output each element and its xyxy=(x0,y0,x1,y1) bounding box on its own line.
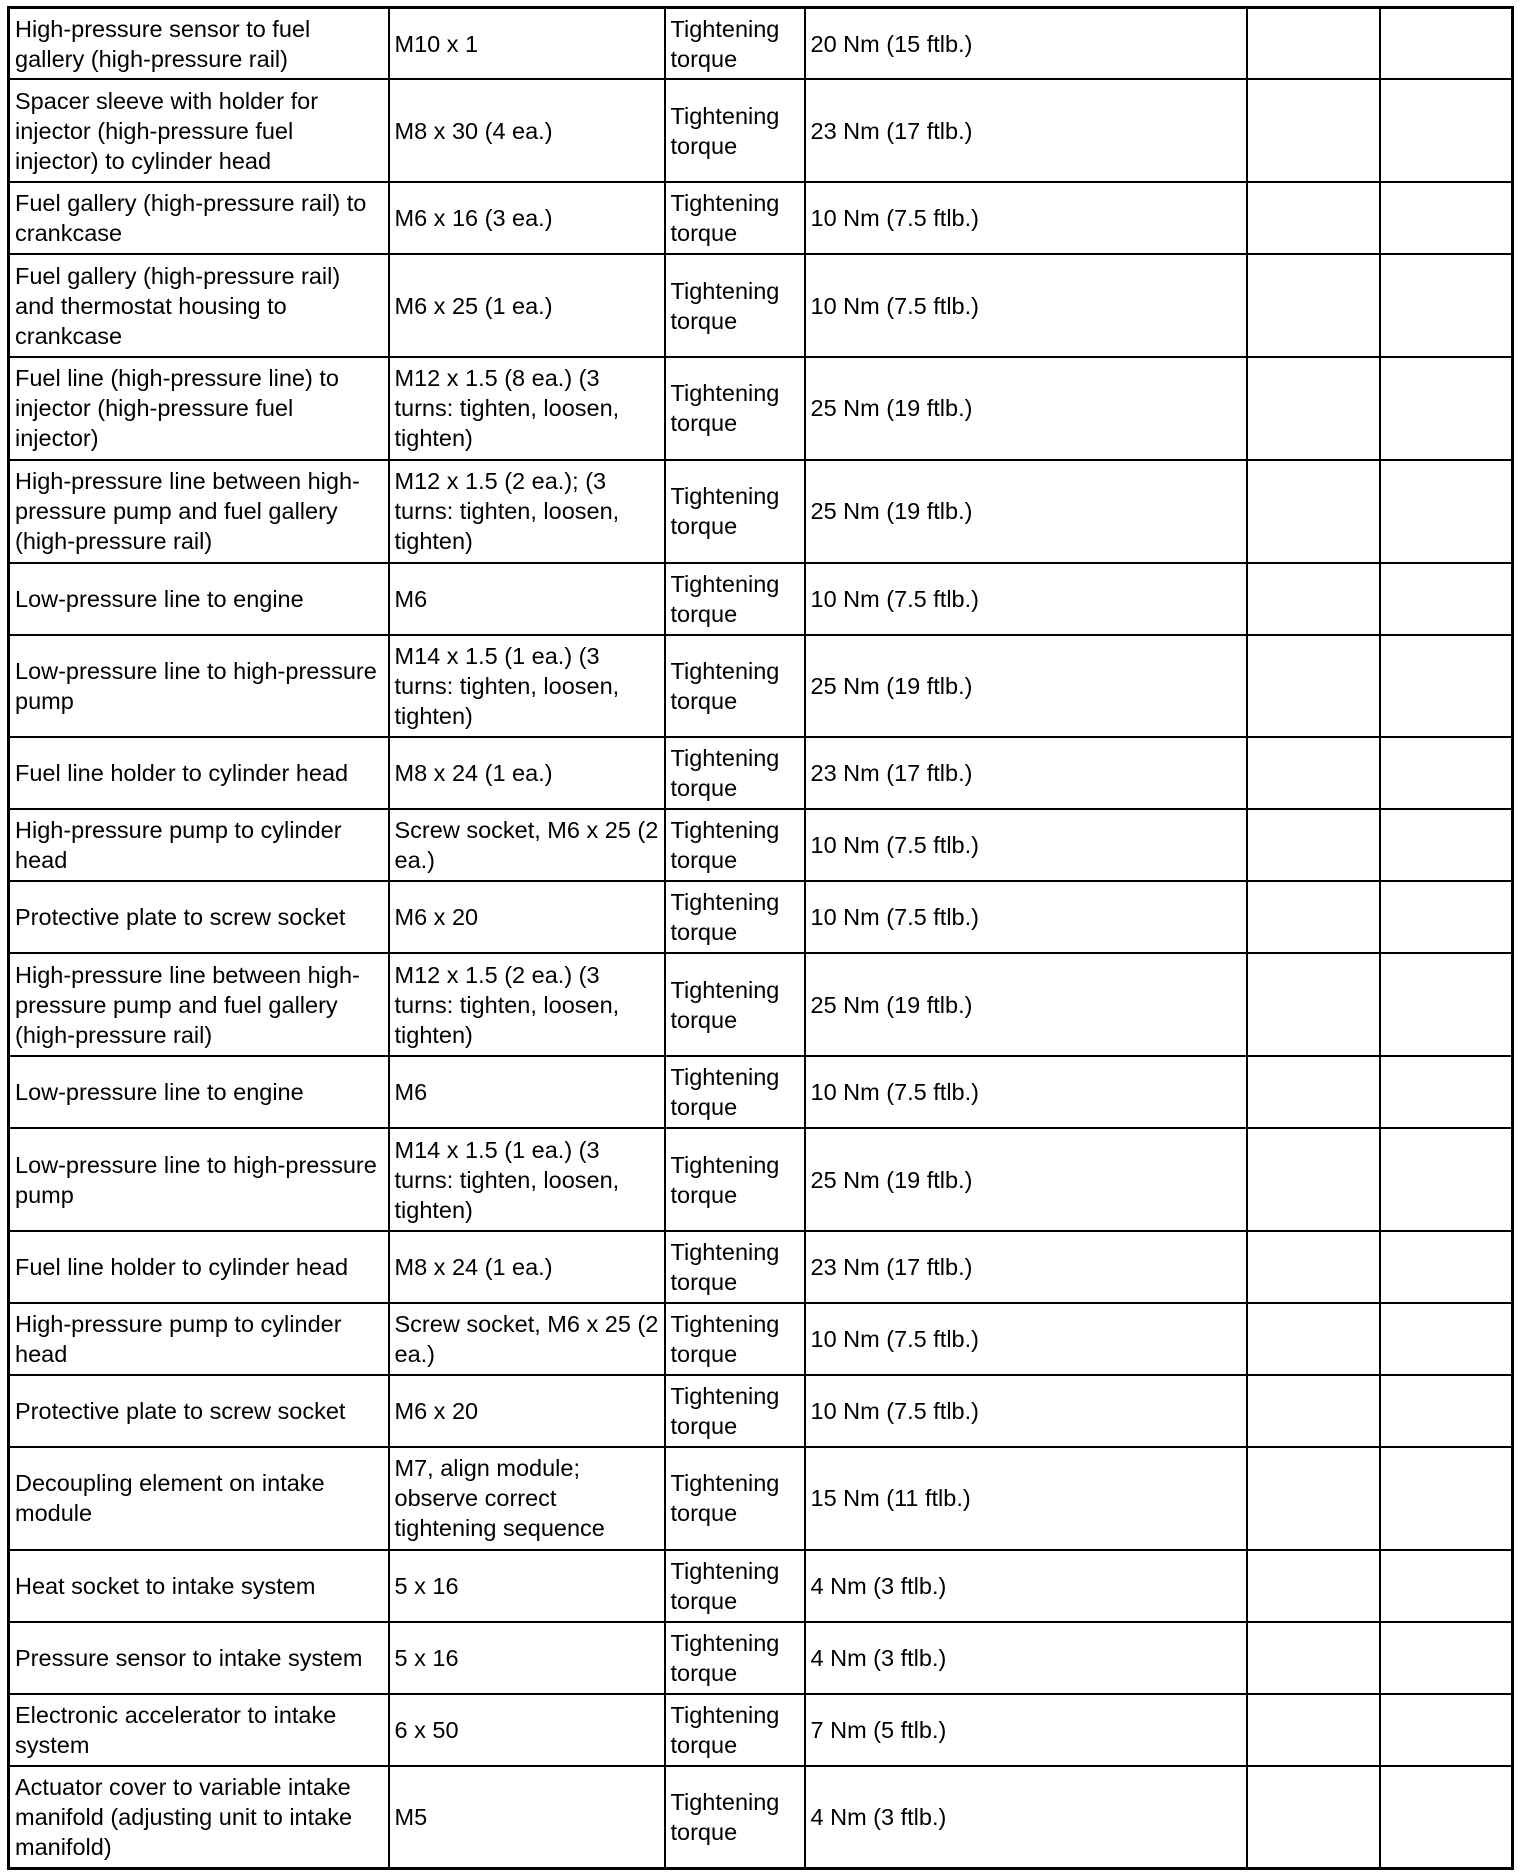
torque-value-cell: 25 Nm (19 ftlb.) xyxy=(805,460,1247,563)
fastener-cell: M5 xyxy=(389,1766,665,1869)
empty-cell xyxy=(1247,737,1380,809)
component-cell: Low-pressure line to high-pressure pump xyxy=(9,1128,389,1231)
empty-cell xyxy=(1247,1694,1380,1766)
table-row xyxy=(9,357,1513,460)
spec-type-cell: Tightening torque xyxy=(665,1550,805,1622)
spec-type-cell: Tightening torque xyxy=(665,182,805,254)
table-row xyxy=(9,182,1513,254)
fastener-cell: M6 x 20 xyxy=(389,881,665,953)
torque-value-cell: 15 Nm (11 ftlb.) xyxy=(805,1447,1247,1550)
table-row xyxy=(9,254,1513,357)
spec-type-cell: Tightening torque xyxy=(665,1056,805,1128)
fastener-cell: M6 x 25 (1 ea.) xyxy=(389,254,665,357)
empty-cell xyxy=(1247,1622,1380,1694)
torque-value-cell: 25 Nm (19 ftlb.) xyxy=(805,953,1247,1056)
empty-cell xyxy=(1247,1056,1380,1128)
spec-type-cell: Tightening torque xyxy=(665,1231,805,1303)
fastener-cell: M8 x 24 (1 ea.) xyxy=(389,1231,665,1303)
torque-value-cell: 7 Nm (5 ftlb.) xyxy=(805,1694,1247,1766)
spec-type-cell: Tightening torque xyxy=(665,809,805,881)
fastener-cell: Screw socket, M6 x 25 (2 ea.) xyxy=(389,809,665,881)
component-cell: Low-pressure line to engine xyxy=(9,563,389,635)
empty-cell xyxy=(1380,8,1513,80)
empty-cell xyxy=(1380,737,1513,809)
torque-value-cell: 23 Nm (17 ftlb.) xyxy=(805,1231,1247,1303)
torque-value-cell: 23 Nm (17 ftlb.) xyxy=(805,737,1247,809)
table-row xyxy=(9,953,1513,1056)
table-row xyxy=(9,1128,1513,1231)
spec-type-cell: Tightening torque xyxy=(665,1447,805,1550)
component-cell: Spacer sleeve with holder for injector (high-pressure fuel injector) to cylinder head xyxy=(9,79,389,182)
spec-type-cell: Tightening torque xyxy=(665,460,805,563)
fastener-cell: Screw socket, M6 x 25 (2 ea.) xyxy=(389,1303,665,1375)
spec-type-cell: Tightening torque xyxy=(665,1622,805,1694)
spec-type-cell: Tightening torque xyxy=(665,881,805,953)
torque-value-cell: 25 Nm (19 ftlb.) xyxy=(805,357,1247,460)
table-row xyxy=(9,635,1513,738)
table-row xyxy=(9,563,1513,635)
table-row xyxy=(9,881,1513,953)
torque-value-cell: 10 Nm (7.5 ftlb.) xyxy=(805,881,1247,953)
component-cell: Protective plate to screw socket xyxy=(9,881,389,953)
spec-type-cell: Tightening torque xyxy=(665,1375,805,1447)
empty-cell xyxy=(1380,1766,1513,1869)
spec-table-body xyxy=(9,8,1513,1869)
empty-cell xyxy=(1247,79,1380,182)
torque-value-cell: 4 Nm (3 ftlb.) xyxy=(805,1766,1247,1869)
empty-cell xyxy=(1247,1231,1380,1303)
component-cell: Fuel gallery (high-pressure rail) and thermostat housing to crankcase xyxy=(9,254,389,357)
empty-cell xyxy=(1380,1231,1513,1303)
empty-cell xyxy=(1247,809,1380,881)
spec-type-cell: Tightening torque xyxy=(665,8,805,80)
torque-value-cell: 10 Nm (7.5 ftlb.) xyxy=(805,809,1247,881)
empty-cell xyxy=(1247,1128,1380,1231)
empty-cell xyxy=(1380,1375,1513,1447)
table-row xyxy=(9,1056,1513,1128)
torque-value-cell: 10 Nm (7.5 ftlb.) xyxy=(805,254,1247,357)
component-cell: High-pressure pump to cylinder head xyxy=(9,809,389,881)
fastener-cell: 5 x 16 xyxy=(389,1550,665,1622)
fastener-cell: 6 x 50 xyxy=(389,1694,665,1766)
component-cell: Decoupling element on intake module xyxy=(9,1447,389,1550)
fastener-cell: M12 x 1.5 (2 ea.) (3 turns: tighten, loosen, tighten) xyxy=(389,953,665,1056)
fastener-cell: M6 x 16 (3 ea.) xyxy=(389,182,665,254)
spec-type-cell: Tightening torque xyxy=(665,79,805,182)
component-cell: High-pressure line between high-pressure pump and fuel gallery (high-pressure rail) xyxy=(9,953,389,1056)
component-cell: Fuel line (high-pressure line) to injector (high-pressure fuel injector) xyxy=(9,357,389,460)
component-cell: Low-pressure line to engine xyxy=(9,1056,389,1128)
spec-type-cell: Tightening torque xyxy=(665,1303,805,1375)
torque-value-cell: 25 Nm (19 ftlb.) xyxy=(805,1128,1247,1231)
empty-cell xyxy=(1380,1447,1513,1550)
table-row xyxy=(9,809,1513,881)
empty-cell xyxy=(1380,809,1513,881)
empty-cell xyxy=(1247,881,1380,953)
empty-cell xyxy=(1247,1375,1380,1447)
fastener-cell: M12 x 1.5 (2 ea.); (3 turns: tighten, loosen, tighten) xyxy=(389,460,665,563)
empty-cell xyxy=(1247,1766,1380,1869)
spec-type-cell: Tightening torque xyxy=(665,254,805,357)
spec-type-cell: Tightening torque xyxy=(665,1128,805,1231)
torque-value-cell: 23 Nm (17 ftlb.) xyxy=(805,79,1247,182)
empty-cell xyxy=(1247,1550,1380,1622)
component-cell: Low-pressure line to high-pressure pump xyxy=(9,635,389,738)
empty-cell xyxy=(1380,460,1513,563)
empty-cell xyxy=(1380,563,1513,635)
component-cell: Heat socket to intake system xyxy=(9,1550,389,1622)
empty-cell xyxy=(1247,1303,1380,1375)
spec-type-cell: Tightening torque xyxy=(665,737,805,809)
fastener-cell: M14 x 1.5 (1 ea.) (3 turns: tighten, loosen, tighten) xyxy=(389,635,665,738)
fastener-cell: M8 x 24 (1 ea.) xyxy=(389,737,665,809)
empty-cell xyxy=(1380,953,1513,1056)
fastener-cell: M8 x 30 (4 ea.) xyxy=(389,79,665,182)
empty-cell xyxy=(1247,8,1380,80)
table-row xyxy=(9,1622,1513,1694)
empty-cell xyxy=(1247,357,1380,460)
table-row xyxy=(9,1447,1513,1550)
table-row xyxy=(9,1766,1513,1869)
empty-cell xyxy=(1380,1622,1513,1694)
component-cell: High-pressure sensor to fuel gallery (high-pressure rail) xyxy=(9,8,389,80)
fastener-cell: M6 x 20 xyxy=(389,1375,665,1447)
table-row xyxy=(9,8,1513,80)
component-cell: High-pressure pump to cylinder head xyxy=(9,1303,389,1375)
table-row xyxy=(9,460,1513,563)
torque-value-cell: 25 Nm (19 ftlb.) xyxy=(805,635,1247,738)
fastener-cell: M14 x 1.5 (1 ea.) (3 turns: tighten, loosen, tighten) xyxy=(389,1128,665,1231)
component-cell: Actuator cover to variable intake manifold (adjusting unit to intake manifold) xyxy=(9,1766,389,1869)
empty-cell xyxy=(1380,1550,1513,1622)
table-row xyxy=(9,1375,1513,1447)
empty-cell xyxy=(1380,254,1513,357)
empty-cell xyxy=(1247,563,1380,635)
empty-cell xyxy=(1380,1694,1513,1766)
component-cell: Electronic accelerator to intake system xyxy=(9,1694,389,1766)
spec-type-cell: Tightening torque xyxy=(665,563,805,635)
empty-cell xyxy=(1380,182,1513,254)
torque-value-cell: 4 Nm (3 ftlb.) xyxy=(805,1550,1247,1622)
component-cell: Fuel gallery (high-pressure rail) to crankcase xyxy=(9,182,389,254)
empty-cell xyxy=(1380,79,1513,182)
fastener-cell: M12 x 1.5 (8 ea.) (3 turns: tighten, loosen, tighten) xyxy=(389,357,665,460)
torque-value-cell: 10 Nm (7.5 ftlb.) xyxy=(805,1375,1247,1447)
empty-cell xyxy=(1380,1056,1513,1128)
empty-cell xyxy=(1247,953,1380,1056)
table-row xyxy=(9,737,1513,809)
torque-value-cell: 20 Nm (15 ftlb.) xyxy=(805,8,1247,80)
component-cell: Fuel line holder to cylinder head xyxy=(9,737,389,809)
table-row xyxy=(9,1231,1513,1303)
component-cell: High-pressure line between high-pressure pump and fuel gallery (high-pressure rail) xyxy=(9,460,389,563)
empty-cell xyxy=(1380,1128,1513,1231)
table-row xyxy=(9,79,1513,182)
torque-value-cell: 10 Nm (7.5 ftlb.) xyxy=(805,1303,1247,1375)
fastener-cell: M6 xyxy=(389,1056,665,1128)
torque-value-cell: 10 Nm (7.5 ftlb.) xyxy=(805,182,1247,254)
torque-value-cell: 10 Nm (7.5 ftlb.) xyxy=(805,1056,1247,1128)
component-cell: Protective plate to screw socket xyxy=(9,1375,389,1447)
empty-cell xyxy=(1247,182,1380,254)
component-cell: Pressure sensor to intake system xyxy=(9,1622,389,1694)
table-row xyxy=(9,1694,1513,1766)
table-row xyxy=(9,1550,1513,1622)
fastener-cell: M7, align module; observe correct tightening sequence xyxy=(389,1447,665,1550)
spec-type-cell: Tightening torque xyxy=(665,1694,805,1766)
torque-spec-table xyxy=(7,6,1514,1870)
torque-value-cell: 10 Nm (7.5 ftlb.) xyxy=(805,563,1247,635)
empty-cell xyxy=(1380,881,1513,953)
spec-type-cell: Tightening torque xyxy=(665,1766,805,1869)
empty-cell xyxy=(1380,357,1513,460)
empty-cell xyxy=(1247,1447,1380,1550)
empty-cell xyxy=(1380,1303,1513,1375)
component-cell: Fuel line holder to cylinder head xyxy=(9,1231,389,1303)
torque-value-cell: 4 Nm (3 ftlb.) xyxy=(805,1622,1247,1694)
spec-type-cell: Tightening torque xyxy=(665,635,805,738)
fastener-cell: M6 xyxy=(389,563,665,635)
spec-type-cell: Tightening torque xyxy=(665,953,805,1056)
empty-cell xyxy=(1380,635,1513,738)
table-row xyxy=(9,1303,1513,1375)
fastener-cell: 5 x 16 xyxy=(389,1622,665,1694)
empty-cell xyxy=(1247,460,1380,563)
fastener-cell: M10 x 1 xyxy=(389,8,665,80)
spec-type-cell: Tightening torque xyxy=(665,357,805,460)
empty-cell xyxy=(1247,254,1380,357)
empty-cell xyxy=(1247,635,1380,738)
